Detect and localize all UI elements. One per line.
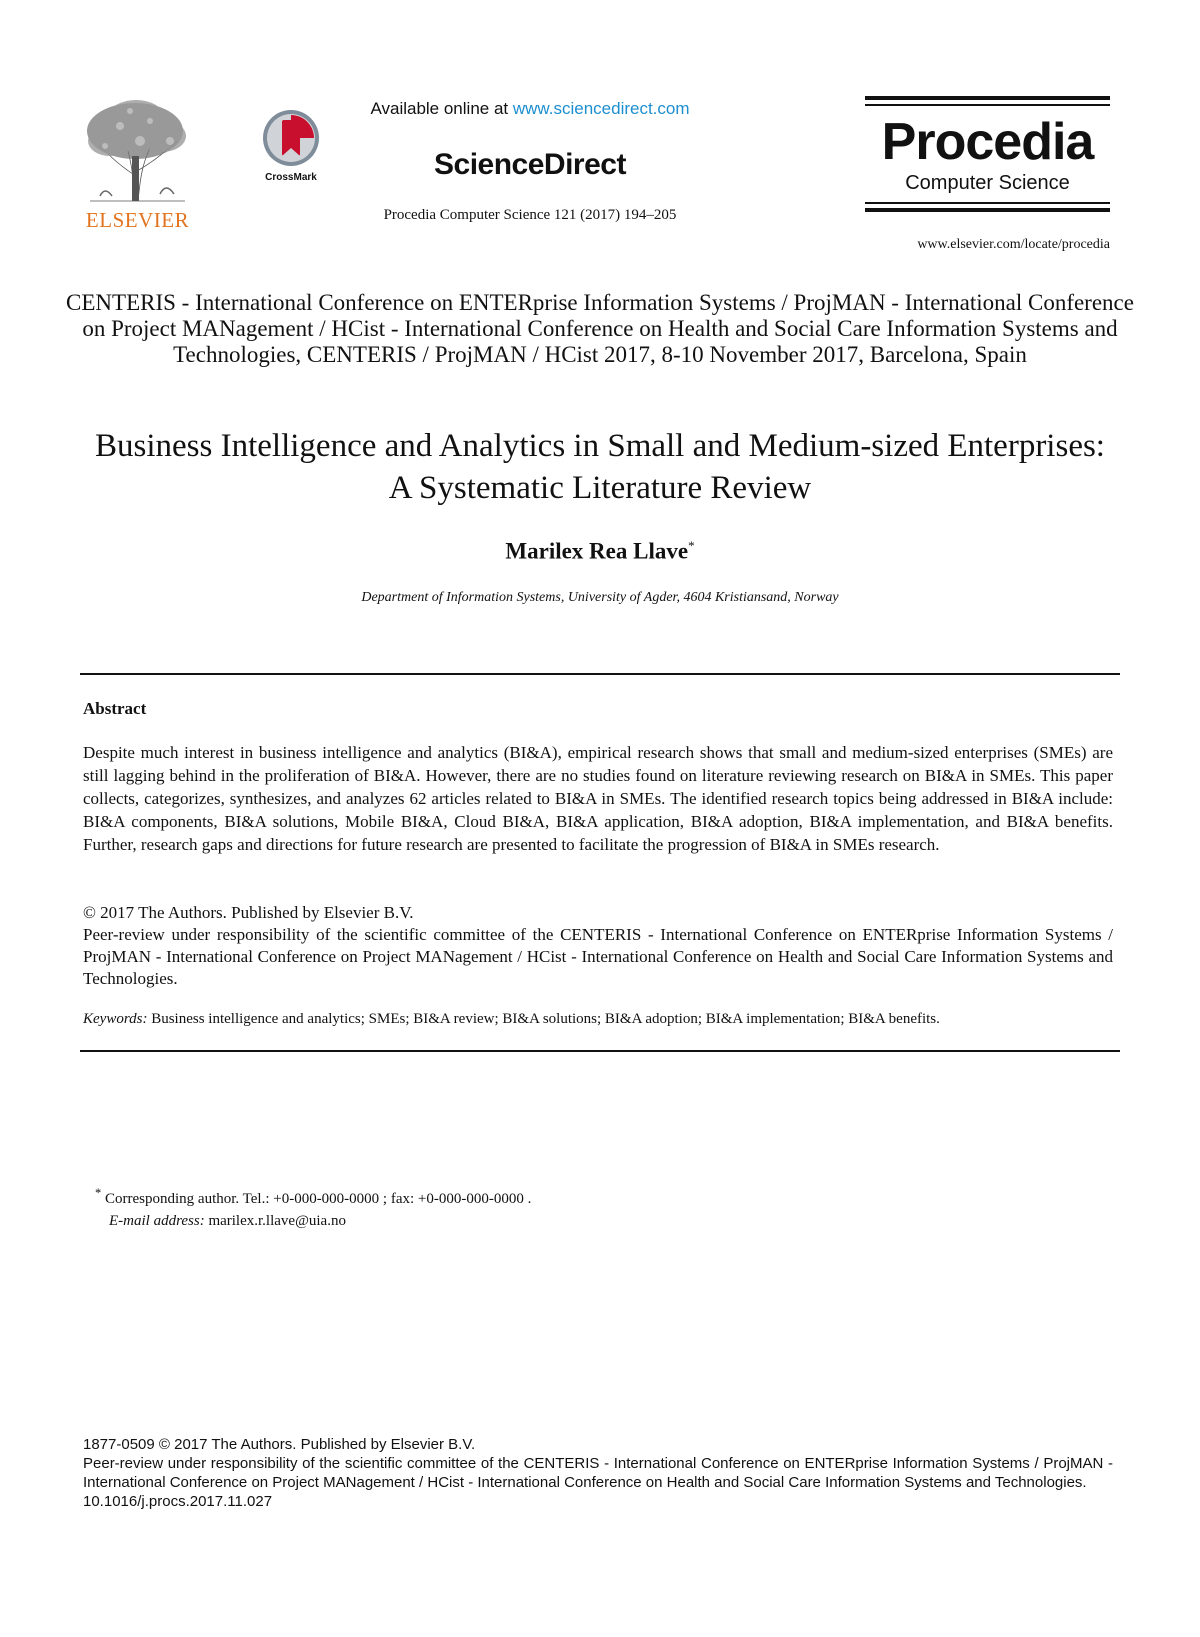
peer-review-statement: Peer-review under responsibility of the scientific committee of the CENTERIS - International Conference on ENTERprise Information Systems / ProjMAN - International Conference on Project MANagement / HCist - International Conference on Health and Social Care Information Systems and Technologies. <box>83 925 1113 988</box>
corresponding-mark: * <box>95 1186 102 1200</box>
journal-homepage-link[interactable]: www.elsevier.com/locate/procedia <box>917 237 1110 252</box>
footer-peer-review: Peer-review under responsibility of the scientific committee of the CENTERIS - International Conference on ENTERprise Information Systems / ProjMAN - International Conference on Project MANagement / HCist - International Conference on Health and Social Care Information Systems and Technologies. <box>83 1455 1113 1491</box>
email-label: E-mail address: <box>109 1213 205 1229</box>
email-address[interactable]: marilex.r.llave@uia.no <box>204 1213 346 1229</box>
conference-name: CENTERIS - International Conference on ENTERprise Information Systems / ProjMAN - International Conference on Project MANagement / HCist - International Conference on Health and Social Care Information Systems and Technologies, CENTERIS / ProjMAN / HCist 2017, 8-10 November 2017, Barcelona, Spain <box>66 290 1134 367</box>
corresponding-contact: Corresponding author. Tel.: +0-000-000-0000 ; fax: +0-000-000-0000 . <box>101 1191 532 1207</box>
procedia-subtitle: Computer Science <box>905 172 1070 194</box>
abstract-heading: Abstract <box>83 699 147 718</box>
keywords-label: Keywords: <box>83 1011 148 1027</box>
keywords-line <box>83 1011 1123 1028</box>
author-line <box>80 538 1120 565</box>
author-affiliation: Department of Information Systems, University of Agder, 4604 Kristiansand, Norway <box>361 590 839 605</box>
journal-reference: Procedia Computer Science 121 (2017) 194–205 <box>383 207 677 223</box>
elsevier-wordmark: ELSEVIER <box>85 208 190 232</box>
page-footer <box>83 1435 1113 1511</box>
masthead-rule-top-thin <box>865 104 1110 106</box>
masthead-rule-bottom <box>865 208 1110 212</box>
paper-title: Business Intelligence and Analytics in Small and Medium-sized Enterprises: A Systematic Literature Review <box>95 428 1105 506</box>
procedia-masthead <box>865 96 1110 216</box>
crossmark-label: CrossMark <box>265 172 317 183</box>
crossmark-icon[interactable] <box>255 108 327 186</box>
sciencedirect-wordmark: ScienceDirect <box>434 148 626 181</box>
divider-bottom <box>80 1050 1120 1052</box>
available-online-line <box>340 99 720 119</box>
corresponding-author-footnote <box>95 1182 795 1232</box>
author-footnote-mark[interactable]: * <box>688 538 695 553</box>
footer-doi[interactable]: 10.1016/j.procs.2017.11.027 <box>83 1493 273 1510</box>
masthead-rule-bottom-thin <box>865 202 1110 204</box>
abstract-text: Despite much interest in business intelligence and analytics (BI&A), empirical research shows that small and medium-sized enterprises (SMEs) are still lagging behind in the proliferation of BI&A. However, there are no studies found on literature reviewing research on BI&A in SMEs. This paper collects, categorizes, synthesizes, and analyzes 62 articles related to BI&A in SMEs. The identified research topics being addressed in BI&A include: BI&A components, BI&A solutions, Mobile BI&A, Cloud BI&A, BI&A application, BI&A adoption, BI&A implementation, and BI&A benefits. Further, research gaps and directions for future research are presented to facilitate the progression of BI&A in SMEs research. <box>83 743 1113 854</box>
masthead-rule-top <box>865 96 1110 100</box>
copyright-line: © 2017 The Authors. Published by Elsevier B.V. <box>83 903 414 922</box>
divider-top <box>80 673 1120 675</box>
author-name: Marilex Rea Llave <box>505 538 689 564</box>
copyright-block <box>83 902 1113 990</box>
footer-issn-line: 1877-0509 © 2017 The Authors. Published by Elsevier B.V. <box>83 1436 476 1453</box>
sciencedirect-link[interactable]: www.sciencedirect.com <box>512 99 690 118</box>
available-prefix: Available online at <box>370 99 513 118</box>
procedia-title: Procedia <box>881 113 1094 171</box>
keywords-list: Business intelligence and analytics; SMEs; BI&A review; BI&A solutions; BI&A adoption; BI&A implementation; BI&A benefits. <box>147 1011 940 1027</box>
